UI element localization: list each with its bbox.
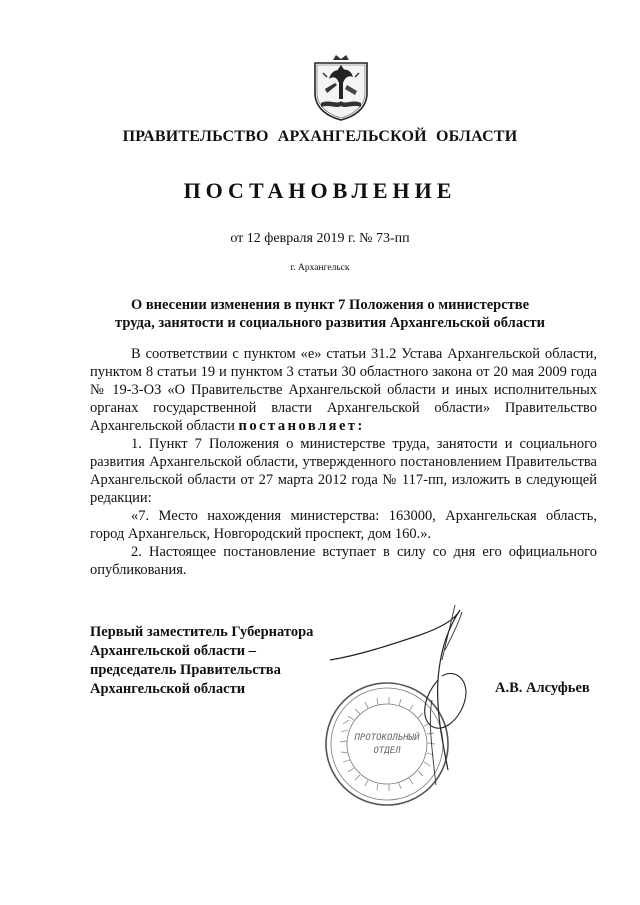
quoted-text-paragraph: «7. Место нахождения министерства: 163000, Архангельская область, город Архангельск, Новгородский проспект, дом 160.». (90, 508, 597, 542)
document-city: г. Архангельск (290, 263, 350, 273)
document-body (90, 345, 597, 579)
document-title-line: О внесении изменения в пункт 7 Положения о министерстве (130, 297, 530, 313)
signer-position-line: Архангельской области (90, 681, 246, 697)
government-name: ПРАВИТЕЛЬСТВО АРХАНГЕЛЬСКОЙ ОБЛАСТИ (122, 128, 518, 145)
svg-text:ОТДЕЛ: ОТДЕЛ (373, 746, 401, 756)
item-1-paragraph: 1. Пункт 7 Положения о министерстве труда, занятости и социального развития Архангельской области, утвержденного постановлением Правительства Архангельской области от 27 марта 2012 года № 117-пп, изложить в следующей редакции: (90, 436, 597, 506)
handwritten-signature (320, 600, 500, 790)
document-type: ПОСТАНОВЛЕНИЕ (183, 178, 457, 203)
preamble-text: В соответствии с пунктом «е» статьи 31.2 Устава Архангельской области, пунктом 8 статьи 19 и пунктом 3 статьи 30 областного закона от 20 мая 2009 года № 19-3-ОЗ «О Правительстве Архангельской области и иных исполнительных органах государственной власти Архангельской области» Правительство Архангельской области (90, 346, 597, 434)
document-title (60, 296, 600, 332)
signer-position-line: Архангельской области – (90, 643, 256, 659)
document-title-line: труда, занятости и социального развития Архангельской области (115, 315, 545, 331)
preamble-paragraph (90, 345, 597, 435)
svg-text:ПРОТОКОЛЬНЫЙ: ПРОТОКОЛЬНЫЙ (354, 733, 420, 743)
coat-of-arms-icon (311, 55, 371, 121)
signer-position-line: Первый заместитель Губернатора (90, 624, 314, 640)
signer-position-line: председатель Правительства (90, 662, 281, 678)
signer-name: А.В. Алсуфьев (495, 680, 590, 696)
item-2-paragraph: 2. Настоящее постановление вступает в силу со дня его официального опубликования. (90, 544, 597, 578)
document-date-number: от 12 февраля 2019 г. № 73-пп (230, 231, 410, 246)
decree-word: постановляет: (238, 418, 365, 434)
